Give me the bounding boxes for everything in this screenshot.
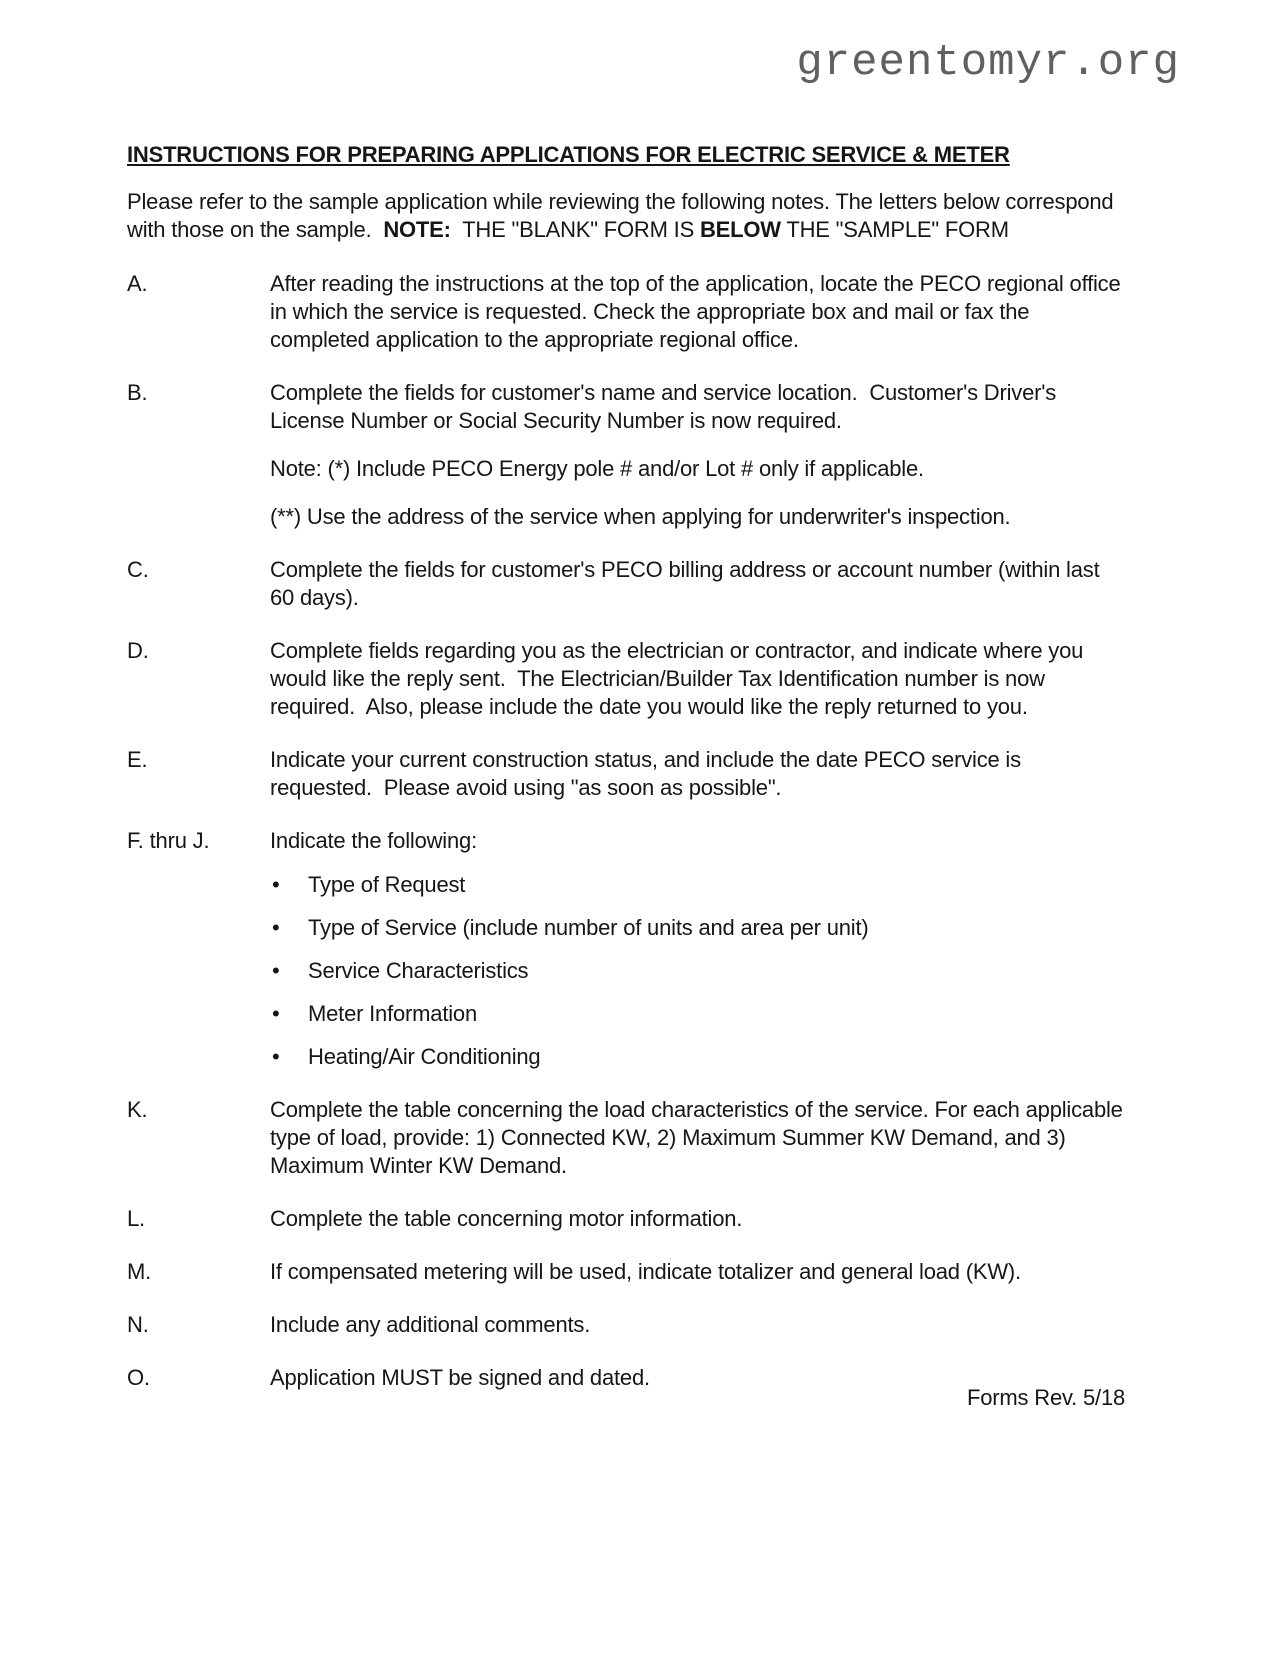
item-label: E. [127,747,148,772]
intro-text-1: Please refer to the sample application while reviewing the following notes. The letters below correspond with those on the sample. [127,189,1120,242]
item-paragraph: Complete the table concerning motor information. [270,1206,743,1231]
bullet-item [270,1000,1125,1028]
instruction-item-a [127,270,1137,354]
item-label: O. [127,1365,150,1390]
item-body [270,746,1125,802]
item-body [270,827,1125,1071]
bullet-text: Heating/Air Conditioning [308,1044,541,1069]
item-paragraph: Complete the fields for customer's name and service location. Customer's Driver's License Number or Social Security Number is now required. [270,380,1062,433]
item-label: A. [127,271,148,296]
item-paragraph: Complete fields regarding you as the electrician or contractor, and indicate where you would like the reply sent. The Electrician/Builder Tax Identification number is now required. Also, please include the date you would like the reply returned to you. [270,638,1090,719]
intro-text-3: THE "SAMPLE" FORM [780,217,1009,242]
item-label: D. [127,638,149,663]
instruction-item-b [127,379,1137,531]
item-paragraph: Include any additional comments. [270,1312,591,1337]
bullet-text: Service Characteristics [308,958,529,983]
instruction-item-f-thru-j [127,827,1137,1071]
item-body [270,556,1125,612]
item-label: N. [127,1312,149,1337]
bullet-icon [270,957,308,985]
item-body [270,1096,1129,1180]
instruction-item-m [127,1258,1137,1286]
item-note-paragraph: Note: (*) Include PECO Energy pole # and/or Lot # only if applicable. [270,456,924,481]
instruction-item-c [127,556,1137,612]
intro-text-2: THE "BLANK" FORM IS [450,217,700,242]
watermark: greentomyr.org [796,38,1180,88]
page-title: INSTRUCTIONS FOR PREPARING APPLICATIONS FOR ELECTRIC SERVICE & METER [127,142,1010,167]
item-paragraph: Indicate the following: [270,828,477,853]
item-label: K. [127,1097,148,1122]
bullet-icon [270,1000,308,1028]
instruction-item-l [127,1205,1137,1233]
item-body [270,1364,1125,1412]
bullet-icon [270,871,308,899]
instruction-item-o [127,1364,1137,1412]
bullet-item [270,1043,1125,1071]
bullet-item [270,914,1125,942]
item-body [270,270,1125,354]
item-paragraph: Application MUST be signed and dated. [270,1365,650,1390]
item-body [270,637,1125,721]
item-label: F. thru J. [127,828,210,853]
item-paragraph: After reading the instructions at the top of the application, locate the PECO regional office in which the service is requested. Check the appropriate box and mail or fax the completed application to the appropriate regional office. [270,271,1127,352]
instruction-item-d [127,637,1137,721]
item-label: M. [127,1259,152,1284]
bullet-list [270,871,1125,1071]
bullet-icon [270,914,308,942]
bullet-item [270,957,1125,985]
forms-rev-note: Forms Rev. 5/18 [967,1385,1125,1410]
item-body [270,1258,1125,1286]
bullet-text: Type of Service (include number of units and area per unit) [308,915,869,940]
item-body [270,1205,1125,1233]
item-paragraph: If compensated metering will be used, indicate totalizer and general load (KW). [270,1259,1021,1284]
bullet-text: Type of Request [308,872,466,897]
item-paragraph: Complete the table concerning the load characteristics of the service. For each applicable type of load, provide: 1) Connected KW, 2) Maximum Summer KW Demand, and 3) Maximum Winter KW Demand. [270,1097,1129,1178]
item-paragraph: Complete the fields for customer's PECO billing address or account number (within last 60 days). [270,557,1106,610]
item-paragraph: Indicate your current construction status, and include the date PECO service is requested. Please avoid using "as soon as possible". [270,747,1027,800]
item-label: B. [127,380,148,405]
intro-note-label: NOTE: [383,217,451,242]
instruction-item-e [127,746,1137,802]
intro-below-word: BELOW [699,217,781,242]
item-body [270,1311,1125,1339]
intro-paragraph [127,188,1137,244]
bullet-item [270,871,1125,899]
item-label: L. [127,1206,145,1231]
item-note-paragraph: (**) Use the address of the service when applying for underwriter's inspection. [270,504,1011,529]
item-body [270,379,1125,531]
instruction-item-n [127,1311,1137,1339]
bullet-icon [270,1043,308,1071]
bullet-text: Meter Information [308,1001,478,1026]
item-label: C. [127,557,149,582]
instruction-item-k [127,1096,1137,1180]
document-content [127,142,1137,1437]
